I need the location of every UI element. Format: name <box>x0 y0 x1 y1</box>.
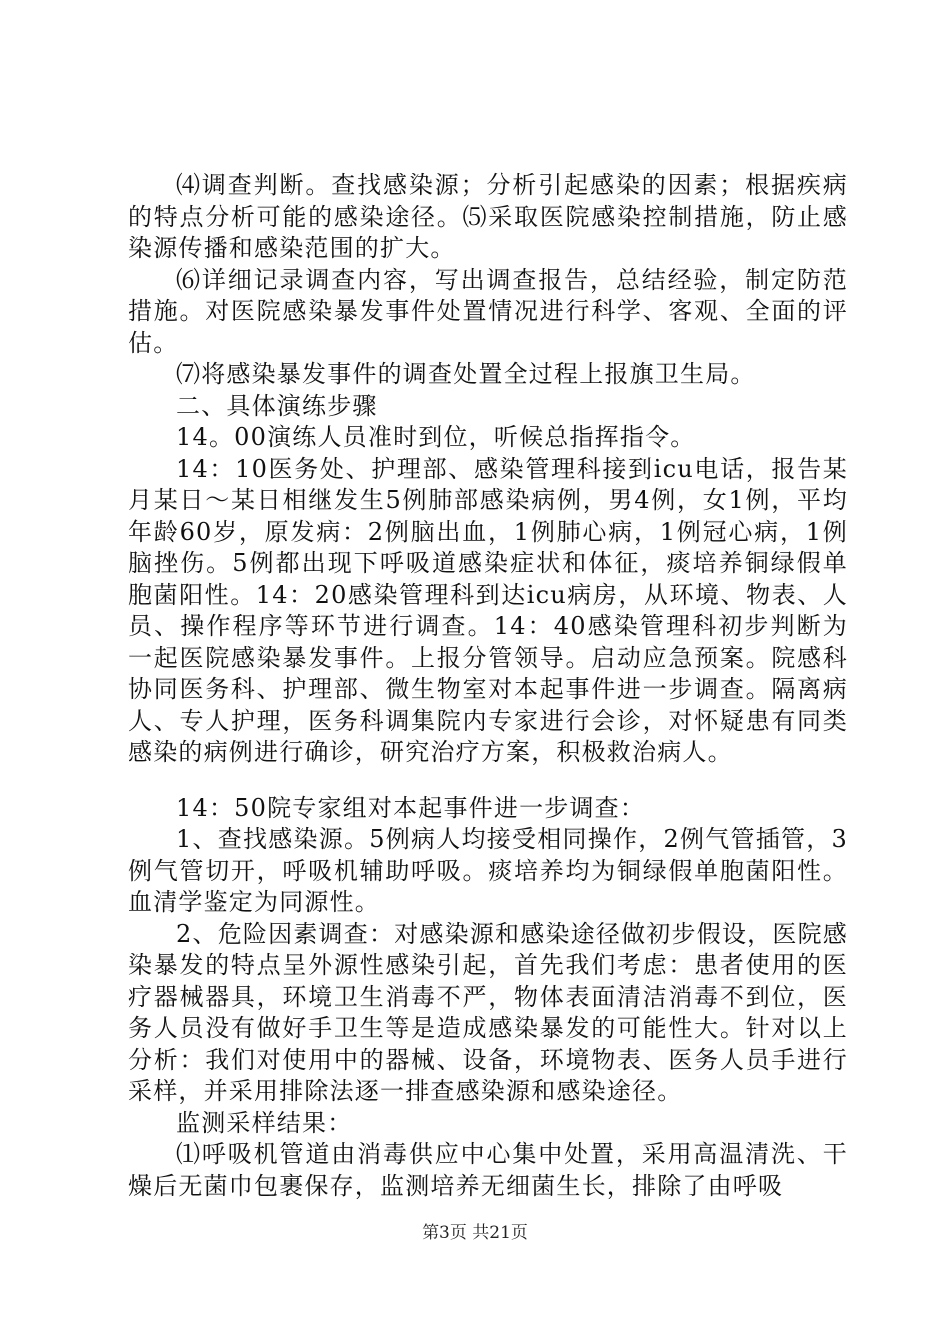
paragraph-1450-expert-group: 14：50院专家组对本起事件进一步调查： <box>176 793 646 822</box>
paragraph-investigation-judgment: ⑷调查判断。查找感染源；分析引起感染的因素；根据疾病的特点分析可能的感染途径。⑸采取医院感染控制措施，防止感染源传播和感染范围的扩大。 <box>128 171 848 262</box>
document-body <box>128 170 848 1202</box>
paragraph-find-infection-source: 1、查找感染源。5例病人均接受相同操作，2例气管插管，3例气管切开，呼吸机辅助呼吸。痰培养均为铜绿假单胞菌阳性。血清学鉴定为同源性。 <box>128 825 848 916</box>
page-number-footer: 第3页 共21页 <box>422 1223 528 1243</box>
paragraph-1410-icu-report: 14：10医务处、护理部、感染管理科接到icu电话，报告某月某日～某日相继发生5例肺部感染病例，男4例，女1例，平均年龄60岁，原发病：2例脑出血，1例肺心病，1例冠心病，1例脑挫伤。5例都出现下呼吸道感染症状和体征，痰培养铜绿假单胞菌阳性。14：20感染管理科到达icu病房，从环境、物表、人员、操作程序等环节进行调查。14：40感染管理科初步判断为一起医院感染暴发事件。上报分管领导。启动应急预案。院感科协同医务科、护理部、微生物室对本起事件进一步调查。隔离病人、专人护理，医务科调集院内专家进行会诊，对怀疑患有同类感染的病例进行确诊，研究治疗方案，积极救治病人。 <box>128 454 848 766</box>
section-heading-drill-steps: 二、具体演练步骤 <box>176 391 378 420</box>
paragraph-ventilator-tubing: ⑴呼吸机管道由消毒供应中心集中处置，采用高温清洗、干燥后无菌巾包裹保存，监测培养无细菌生长，排除了由呼吸 <box>128 1140 848 1200</box>
paragraph-report-to-bureau: ⑺将感染暴发事件的调查处置全过程上报旗卫生局。 <box>176 360 756 388</box>
paragraph-sampling-results-heading: 监测采样结果： <box>176 1108 353 1137</box>
paragraph-record-report: ⑹详细记录调查内容，写出调查报告，总结经验，制定防范措施。对医院感染暴发事件处置情况进行科学、客观、全面的评估。 <box>128 265 848 357</box>
paragraph-1400-arrival: 14。00演练人员准时到位，听候总指挥指令。 <box>176 423 696 451</box>
paragraph-risk-factor-investigation: 2、危险因素调查：对感染源和感染途径做初步假设，医院感染暴发的特点呈外源性感染引起，首先我们考虑：患者使用的医疗器械器具，环境卫生消毒不严，物体表面清洁消毒不到位，医务人员没有做好手卫生等是造成感染暴发的可能性大。针对以上分析：我们对使用中的器械、设备，环境物表、医务人员手进行采样，并采用排除法逐一排查感染源和感染途径。 <box>128 919 848 1105</box>
